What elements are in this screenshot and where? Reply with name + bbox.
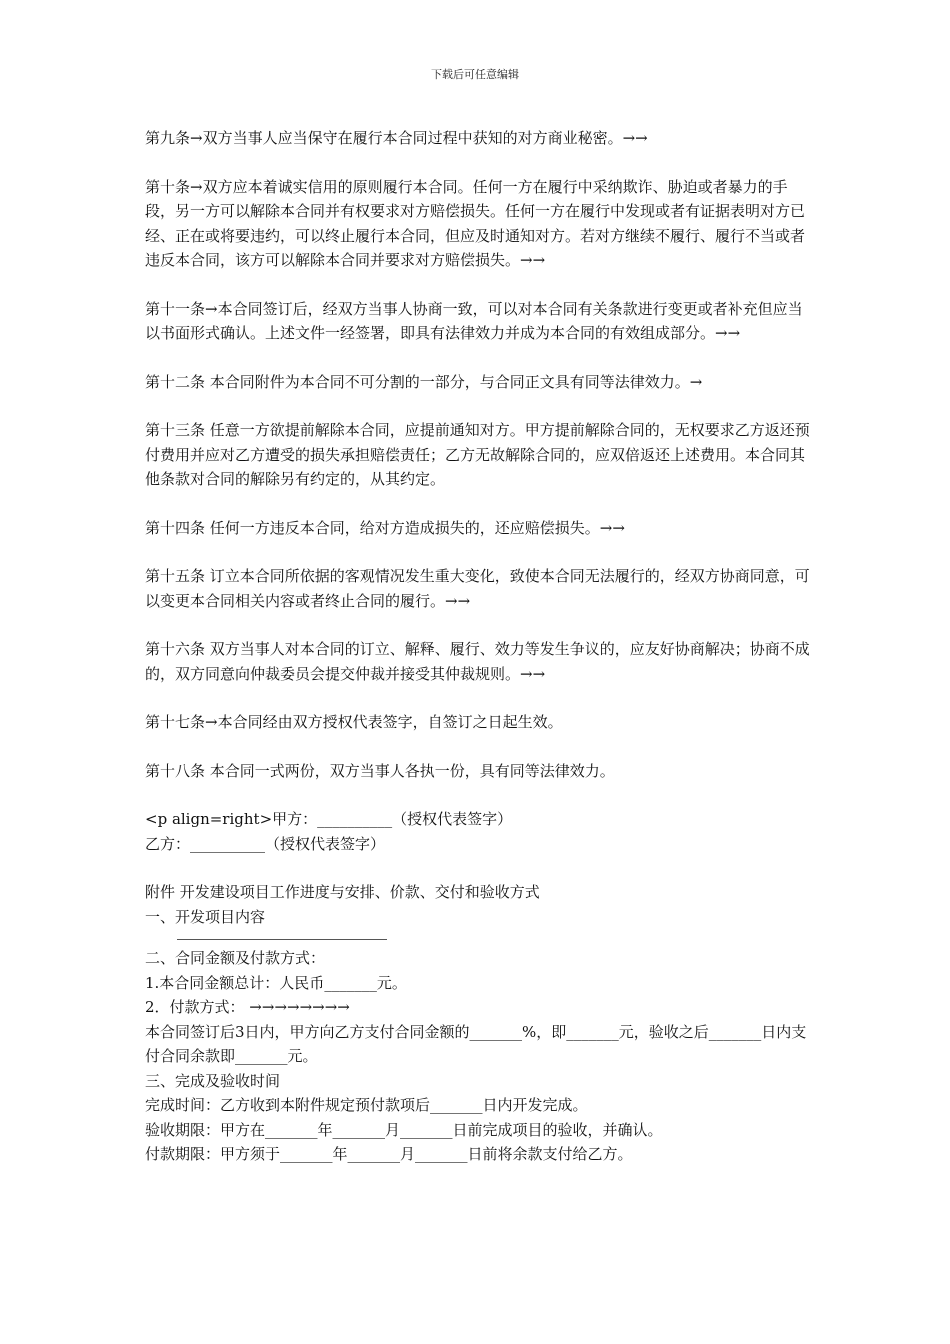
appendix-item-2-detail: 本合同签订后3日内，甲方向乙方支付合同金额的_______%，即_______元，验收之后_______日内支付合同余款即_______元。 — [145, 1022, 807, 1065]
article-17: 第十七条→本合同经由双方授权代表签字，自签订之日起生效。 — [145, 713, 563, 731]
appendix-item-2: 2．付款方式： →→→→→→→→ — [145, 998, 350, 1016]
article-12: 第十二条 本合同附件为本合同不可分割的一部分，与合同正文具有同等法律效力。→ — [145, 372, 703, 391]
appendix-acceptance: 验收期限：甲方在_______年_______月_______日前完成项目的验收，并确认。 — [145, 1120, 663, 1139]
blank-line — [177, 929, 387, 940]
article-13: 第十三条 任意一方欲提前解除本合同，应提前通知对方。甲方提前解除合同的，无权要求乙方返还预付费用并应对乙方遭受的损失承担赔偿责任；乙方无故解除合同的，应双倍返还上述费用。本合同其他条款对合同的解除另有约定的，从其约定。 — [145, 421, 810, 488]
appendix-completion: 完成时间：乙方收到本附件规定预付款项后_______日内开发完成。 — [145, 1096, 588, 1114]
appendix-section-2: 二、合同金额及付款方式： — [145, 949, 326, 967]
appendix-section-3: 三、完成及验收时间 — [145, 1071, 281, 1090]
article-14: 第十四条 任何一方违反本合同，给对方造成损失的，还应赔偿损失。→→ — [145, 518, 625, 537]
article-10: 第十条→双方应本着诚实信用的原则履行本合同。任何一方在履行中采纳欺诈、胁迫或者暴力的手段，另一方可以解除本合同并有权要求对方赔偿损失。任何一方在履行中发现或者有证据表明对方已经、正在或将要违约，可以终止履行本合同，但应及时通知对方。若对方继续不履行、履行不当或者违反本合同，该方可以解除本合同并要求对方赔偿损失。→→ — [145, 177, 806, 269]
appendix-payment: 付款期限：甲方须于_______年_______月_______日前将余款支付给乙方。 — [145, 1145, 633, 1163]
article-16: 第十六条 双方当事人对本合同的订立、解释、履行、效力等发生争议的，应友好协商解决；协商不成的，双方同意向仲裁委员会提交仲裁并接受其仲裁规则。→→ — [145, 640, 810, 683]
article-9: 第九条→双方当事人应当保守在履行本合同过程中获知的对方商业秘密。→→ — [145, 129, 648, 147]
article-11: 第十一条→本合同签订后，经双方当事人协商一致，可以对本合同有关条款进行变更或者补充但应当以书面形式确认。上述文件一经签署，即具有法律效力并成为本合同的有效组成部分。→→ — [145, 299, 803, 342]
article-18: 第十八条 本合同一式两份，双方当事人各执一份，具有同等法律效力。 — [145, 761, 615, 780]
appendix-section-1: 一、开发项目内容 — [145, 907, 266, 926]
document-body — [145, 126, 810, 1167]
appendix-title: 附件 开发建设项目工作进度与安排、价款、交付和验收方式 — [145, 883, 540, 901]
article-15: 第十五条 订立本合同所依据的客观情况发生重大变化，致使本合同无法履行的，经双方协商同意，可以变更本合同相关内容或者终止合同的履行。→→ — [145, 567, 810, 610]
signature-party-b: 乙方：__________（授权代表签字） — [145, 834, 386, 853]
signature-party-a: <p align=right>甲方：__________（授权代表签字） — [145, 810, 513, 828]
page-header: 下载后可任意编辑 — [431, 68, 519, 81]
appendix-item-1: 1.本合同金额总计：人民币_______元。 — [145, 973, 407, 992]
